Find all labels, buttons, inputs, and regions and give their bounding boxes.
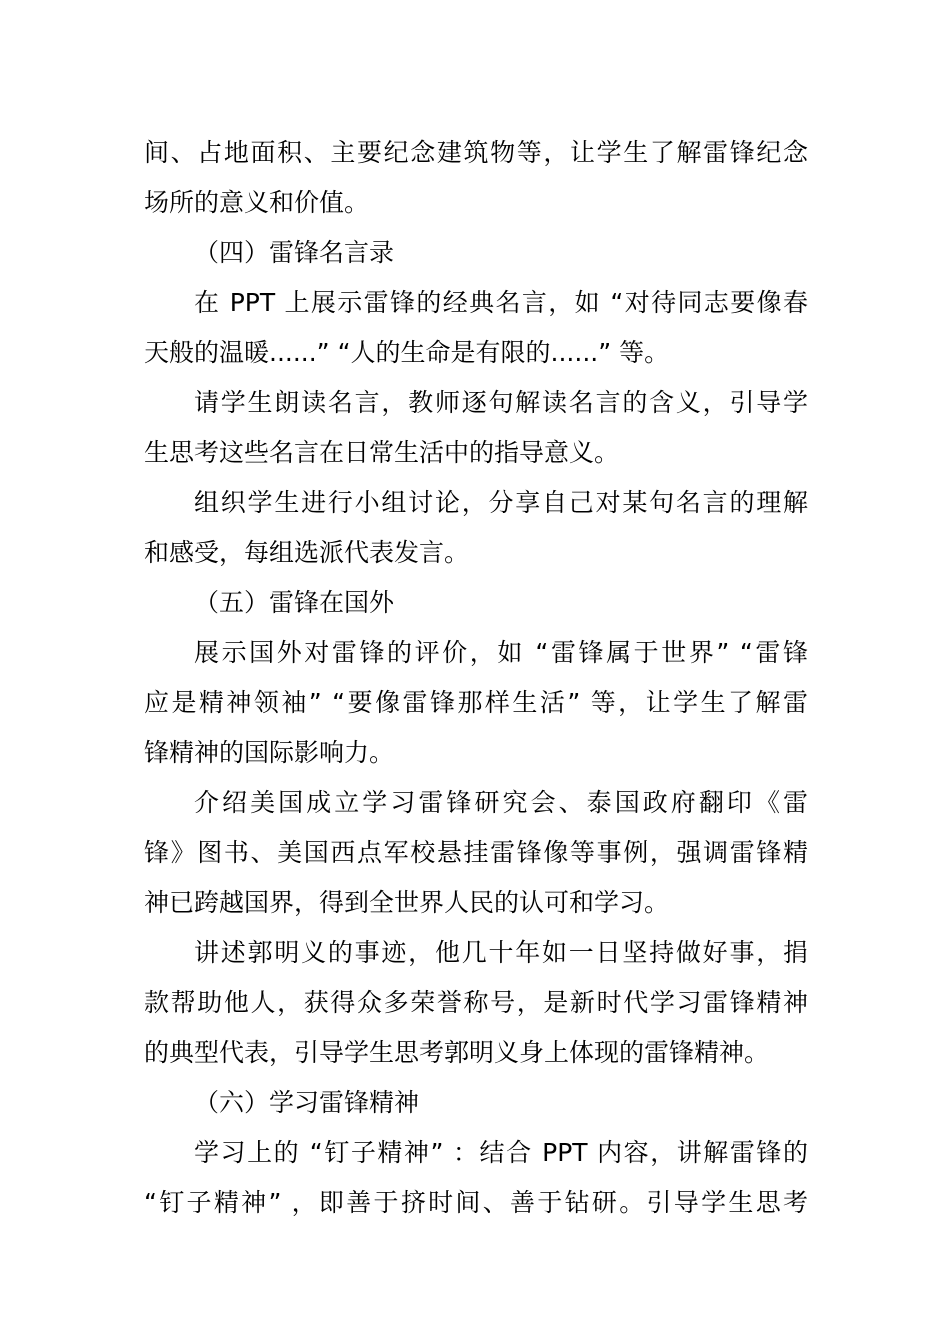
- paragraph-first-line: 请学生朗读名言，教师逐句解读名言的含义，引导学: [194, 388, 808, 417]
- body-line: “钉子精神” ，即善于挤时间、善于钻研。引导学生思考: [144, 1188, 808, 1217]
- paragraph-first-line: 学习上的 “钉子精神” ：结合 PPT 内容，讲解雷锋的: [194, 1138, 808, 1167]
- body-line: 锋精神的国际影响力。: [144, 738, 395, 767]
- paragraph-first-line: 展示国外对雷锋的评价，如 “雷锋属于世界” “雷锋: [194, 638, 808, 667]
- section-heading: （四）雷锋名言录: [194, 238, 395, 267]
- body-line: 神已跨越国界，得到全世界人民的认可和学习。: [144, 888, 670, 917]
- body-line: 款帮助他人，获得众多荣誉称号，是新时代学习雷锋精神: [144, 988, 808, 1017]
- section-heading: （六）学习雷锋精神: [194, 1088, 420, 1117]
- body-line: 间、占地面积、主要纪念建筑物等，让学生了解雷锋纪念: [144, 138, 808, 167]
- section-heading: （五）雷锋在国外: [194, 588, 395, 617]
- document-body: [144, 128, 808, 1228]
- body-line: 场所的意义和价值。: [144, 188, 370, 217]
- body-line: 锋》图书、美国西点军校悬挂雷锋像等事例，强调雷锋精: [144, 838, 808, 867]
- body-line: 生思考这些名言在日常生活中的指导意义。: [144, 438, 620, 467]
- paragraph-first-line: 介绍美国成立学习雷锋研究会、泰国政府翻印《雷: [194, 788, 808, 817]
- body-line: 应是精神领袖” “要像雷锋那样生活” 等，让学生了解雷: [144, 688, 808, 717]
- body-line: 和感受，每组选派代表发言。: [144, 538, 470, 567]
- paragraph-first-line: 在 PPT 上展示雷锋的经典名言，如 “对待同志要像春: [194, 288, 808, 317]
- paragraph-first-line: 组织学生进行小组讨论，分享自己对某句名言的理解: [194, 488, 808, 517]
- body-line: 的典型代表，引导学生思考郭明义身上体现的雷锋精神。: [144, 1038, 770, 1067]
- paragraph-first-line: 讲述郭明义的事迹，他几十年如一日坚持做好事，捐: [194, 938, 808, 967]
- body-line: 天般的温暖......” “人的生命是有限的......” 等。: [144, 338, 670, 367]
